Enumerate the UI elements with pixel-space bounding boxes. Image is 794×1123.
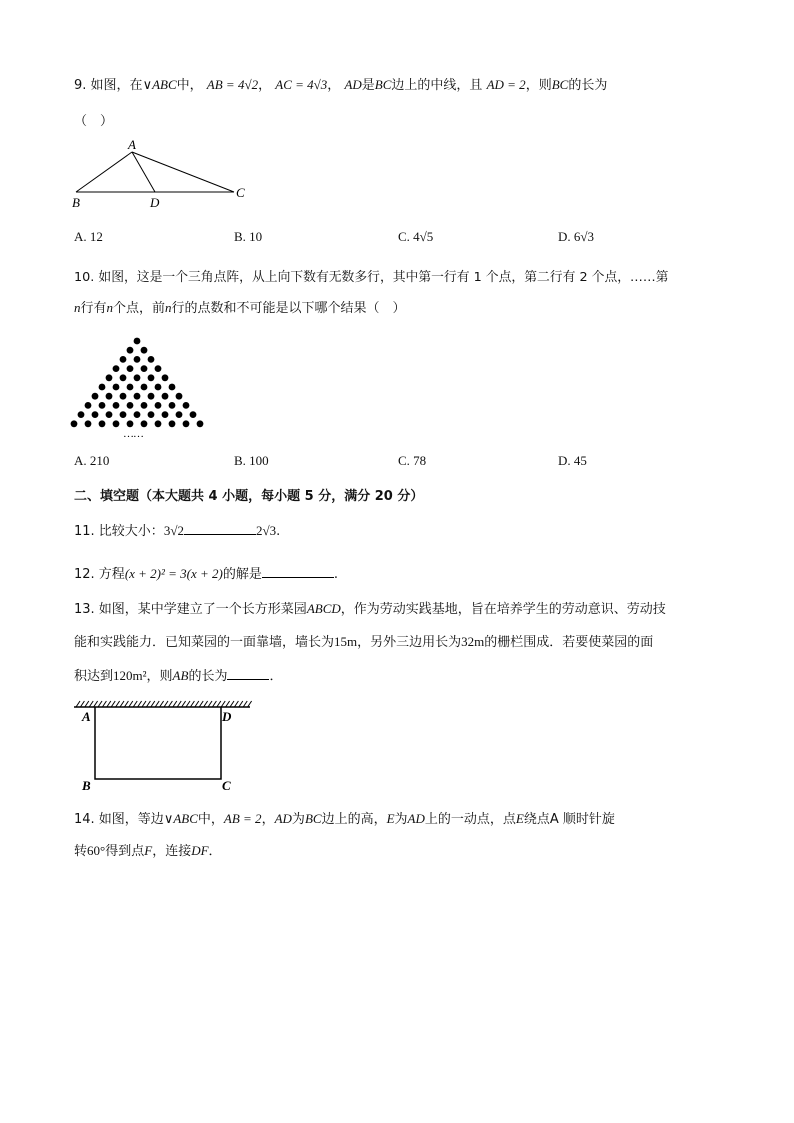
lattice-dot	[113, 365, 120, 372]
q9-text5: ，则	[525, 78, 552, 93]
lattice-dot	[169, 384, 176, 391]
q9-sep1: ，	[258, 78, 272, 93]
dot-triangle-figure	[68, 335, 210, 440]
q9-sep2: ，	[327, 78, 341, 93]
q12-equation: (x + 2)² = 3(x + 2)	[124, 566, 223, 581]
q9-ad-expr: AD = 2	[486, 77, 526, 92]
lattice-dot	[78, 411, 85, 418]
q9-abc: ABC	[152, 77, 177, 92]
q9-text2: 中，	[176, 78, 203, 93]
lattice-dot	[141, 420, 148, 427]
lattice-dot	[106, 411, 113, 418]
lattice-dot	[106, 393, 113, 400]
hatch-mark	[164, 701, 168, 707]
lattice-dot	[197, 420, 204, 427]
q10-option-c[interactable]: C. 78	[398, 453, 427, 468]
q10-n1: n	[74, 300, 81, 315]
hatch-mark	[243, 701, 247, 707]
q14-l1d: 为	[291, 812, 305, 827]
section-title: 二、填空题（本大题共 4 小题，每小题 5 分，满分 20 分）	[74, 489, 424, 504]
lattice-dot	[141, 402, 148, 409]
lattice-dot	[134, 411, 141, 418]
q14-l2a: 转	[74, 844, 88, 859]
q13-l1b: ，作为劳动实践基地，旨在培养学生的劳动意识、劳动技	[340, 602, 666, 617]
hatch-mark	[160, 701, 164, 707]
lattice-dot	[148, 411, 155, 418]
q14-e2: E	[515, 811, 524, 826]
lattice-dot	[99, 420, 106, 427]
lattice-dot	[99, 402, 106, 409]
q11-line	[74, 520, 280, 539]
q13-label-c: C	[222, 778, 231, 793]
hatch-mark	[85, 701, 89, 707]
q9-text1: 如图，在	[90, 78, 143, 93]
q14-l1b: 中，	[197, 812, 224, 827]
lattice-dot	[148, 393, 155, 400]
q12-prefix: 12. 方程	[74, 567, 125, 582]
q10-t2: 个点，前	[113, 301, 166, 316]
hatch-mark	[177, 701, 181, 707]
lattice-dot	[127, 365, 134, 372]
hatch-mark	[190, 701, 194, 707]
q13-line2	[74, 631, 653, 650]
hatch-mark	[212, 701, 216, 707]
q14-angle: 60°	[87, 843, 106, 858]
hatch-mark	[102, 701, 106, 707]
q10-t1: 行有	[80, 301, 107, 316]
lattice-dot	[92, 393, 99, 400]
q10-option-a[interactable]: A. 210	[74, 453, 110, 468]
hatch-mark	[151, 701, 155, 707]
lattice-dot	[134, 393, 141, 400]
hatch-mark	[120, 701, 124, 707]
q12-blank[interactable]	[262, 565, 334, 578]
lattice-dot	[162, 411, 169, 418]
q13-l3b: ，则	[146, 669, 173, 684]
q12-end: .	[333, 567, 339, 582]
hatch-mark	[182, 701, 186, 707]
lattice-dot	[113, 420, 120, 427]
q9-bc2: BC	[551, 77, 569, 92]
hatch-mark	[217, 701, 221, 707]
lattice-dot	[141, 384, 148, 391]
hatch-mark	[155, 701, 159, 707]
triangle-symbol: ∨	[163, 811, 174, 826]
lattice-dot	[141, 347, 148, 354]
hatch-mark	[204, 701, 208, 707]
lattice-dot	[71, 420, 78, 427]
q9-text4: 边上的中线，且	[391, 78, 483, 93]
dot-triangle-ellipsis: ……	[123, 428, 143, 440]
q14-l1f: 为	[394, 812, 408, 827]
q13-ab: AB	[172, 668, 189, 683]
q10-option-d[interactable]: D. 45	[558, 453, 587, 468]
q10-line2	[74, 297, 406, 316]
hatch-mark	[168, 701, 172, 707]
q9-answer-paren: （ ）	[74, 114, 114, 129]
q9-number: 9.	[74, 78, 87, 93]
q14-l1a: 14. 如图，等边	[74, 812, 164, 827]
q9-ac-expr: AC = 4√3	[275, 77, 328, 92]
lattice-dot	[106, 374, 113, 381]
lattice-dot	[169, 420, 176, 427]
lattice-dot	[134, 338, 141, 345]
lattice-dot	[169, 402, 176, 409]
q9-triangle-figure	[70, 136, 255, 211]
lattice-dot	[155, 384, 162, 391]
lattice-dot	[92, 411, 99, 418]
hatch-mark	[248, 701, 252, 707]
q11-left-expr: 3√2	[163, 523, 184, 538]
q9-option-b[interactable]: B. 10	[234, 229, 263, 244]
q10-n2: n	[106, 300, 114, 315]
hatch-mark	[94, 701, 98, 707]
q9-label-b: B	[72, 195, 80, 210]
hatch-mark	[129, 701, 133, 707]
q14-l2b: 得到点	[105, 844, 145, 859]
hatch-mark	[138, 701, 142, 707]
hatch-mark	[221, 701, 225, 707]
q9-option-c[interactable]: C. 4√5	[398, 229, 434, 244]
q9-option-a[interactable]: A. 12	[74, 229, 103, 244]
hatch-mark	[89, 701, 93, 707]
q10-option-b[interactable]: B. 100	[234, 453, 269, 468]
lattice-dot	[148, 374, 155, 381]
garden-fence	[95, 707, 221, 779]
hatch-mark	[98, 701, 102, 707]
q13-l3d: ．	[269, 669, 283, 684]
lattice-dot	[183, 402, 190, 409]
q9-text3: 是	[361, 78, 375, 93]
hatch-mark	[76, 701, 80, 707]
lattice-dot	[120, 411, 127, 418]
q9-bc: BC	[374, 77, 392, 92]
hatch-mark	[80, 701, 84, 707]
q9-line1	[74, 74, 607, 93]
hatch-mark	[173, 701, 177, 707]
q14-e1: E	[386, 811, 395, 826]
hatch-mark	[124, 701, 128, 707]
q13-l3c: 的长为	[188, 669, 228, 684]
q9-option-d[interactable]: D. 6√3	[558, 229, 595, 244]
hatch-mark	[230, 701, 234, 707]
hatch-mark	[199, 701, 203, 707]
lattice-dot	[155, 402, 162, 409]
lattice-dot	[127, 402, 134, 409]
q13-garden-figure	[70, 698, 260, 798]
q13-area: 120m²	[113, 668, 147, 683]
q10-line1: 10. 如图，这是一个三角点阵，从上向下数有无数多行，其中第一行有 1 个点，第二行有 2 个点，……第	[74, 270, 669, 285]
q12-suffix: 的解是	[222, 567, 262, 582]
q14-l1c: ，	[261, 812, 275, 827]
q13-wall-length: 15m	[334, 634, 358, 649]
lattice-dot	[141, 365, 148, 372]
q14-ad2: AD	[407, 811, 425, 826]
lattice-dot	[99, 384, 106, 391]
lattice-dot	[127, 384, 134, 391]
lattice-dot	[134, 374, 141, 381]
q14-bc: BC	[304, 811, 322, 826]
lattice-dot	[120, 356, 127, 363]
hatch-mark	[186, 701, 190, 707]
q11-end: .	[276, 524, 281, 539]
lattice-dot	[155, 420, 162, 427]
lattice-dot	[148, 356, 155, 363]
q9-edge-ac	[132, 152, 234, 192]
lattice-dot	[120, 374, 127, 381]
hatch-mark	[239, 701, 243, 707]
q14-l1g: 上的一动点，点	[424, 812, 516, 827]
q12-line	[74, 563, 338, 582]
lattice-dot	[85, 402, 92, 409]
q13-label-a: A	[82, 709, 91, 724]
hatch-mark	[116, 701, 120, 707]
hatch-mark	[195, 701, 199, 707]
wall-hatching	[76, 701, 252, 707]
q13-blank[interactable]	[227, 667, 269, 680]
q9-ad: AD	[344, 77, 362, 92]
triangle-symbol: ∨	[142, 77, 153, 92]
q10-n3: n	[165, 300, 172, 315]
q9-ab-expr: AB = 4√2	[206, 77, 259, 92]
q14-l2d: ．	[208, 844, 222, 859]
q14-df: DF	[191, 843, 209, 858]
q11-right-expr: 2√3	[255, 523, 277, 538]
q14-line2	[74, 840, 222, 859]
q9-text6: 的长为	[568, 78, 608, 93]
q14-abc: ABC	[173, 811, 198, 826]
q13-abcd: ABCD	[306, 601, 341, 616]
q9-edge-ab	[76, 152, 132, 192]
hatch-mark	[146, 701, 150, 707]
lattice-dot	[176, 393, 183, 400]
hatch-mark	[142, 701, 146, 707]
lattice-dot	[127, 347, 134, 354]
lattice-dot	[127, 420, 134, 427]
q10-t3: 行的点数和不可能是以下哪个结果（ ）	[171, 301, 406, 316]
lattice-dot	[176, 411, 183, 418]
q11-blank[interactable]	[184, 522, 256, 535]
lattice-dot	[134, 356, 141, 363]
q13-l3a: 积达到	[74, 669, 114, 684]
hatch-mark	[234, 701, 238, 707]
lattice-dot	[113, 402, 120, 409]
q13-l2a: 能和实践能力．已知菜园的一面靠墙，墙长为	[74, 635, 335, 650]
q14-l1e: 边上的高，	[321, 812, 387, 827]
q13-l1a: 13. 如图，某中学建立了一个长方形菜园	[74, 602, 307, 617]
lattice-dot	[120, 393, 127, 400]
lattice-dot	[190, 411, 197, 418]
lattice-dot	[113, 384, 120, 391]
q9-label-a: A	[128, 137, 136, 152]
lattice-dot	[162, 393, 169, 400]
q14-line1	[74, 808, 615, 827]
lattice-dot	[155, 365, 162, 372]
q14-ad: AD	[274, 811, 292, 826]
lattice-dot	[162, 374, 169, 381]
hatch-mark	[133, 701, 137, 707]
q13-line3	[74, 665, 282, 684]
q13-fence-length: 32m	[461, 634, 485, 649]
q13-l2b: ，另外三边用长为	[357, 635, 462, 650]
hatch-mark	[111, 701, 115, 707]
q11-prefix: 11. 比较大小：	[74, 524, 164, 539]
lattice-dot	[183, 420, 190, 427]
q9-label-d: D	[150, 195, 160, 210]
q14-l2c: ，连接	[152, 844, 192, 859]
q13-l2c: 的栅栏围成．若要使菜园的面	[484, 635, 654, 650]
q9-label-c: C	[236, 185, 245, 200]
lattice-dot	[85, 420, 92, 427]
q14-l1h: 绕点A 顺时针旋	[523, 812, 615, 827]
q14-f: F	[144, 843, 153, 858]
hatch-mark	[208, 701, 212, 707]
hatch-mark	[107, 701, 111, 707]
q14-ab-expr: AB = 2	[223, 811, 262, 826]
q13-label-b: B	[82, 778, 91, 793]
q13-label-d: D	[222, 709, 232, 724]
q13-line1	[74, 598, 666, 617]
hatch-mark	[226, 701, 230, 707]
q9-median-ad	[132, 152, 155, 192]
